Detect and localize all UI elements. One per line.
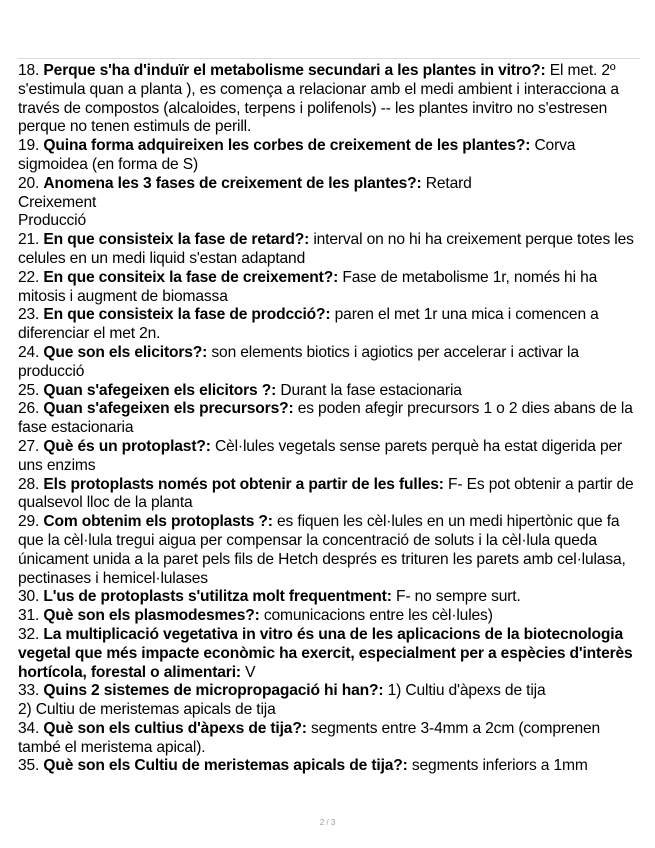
question-text: Què son els cultius d'àpexs de tija?:: [43, 719, 307, 737]
answer-text: es poden afegir precursors 1 o 2 dies abans de la fase estacionaria: [18, 400, 633, 437]
item-number: 24.: [18, 343, 40, 361]
answer-text: 1) Cultiu d'àpexs de tija: [387, 682, 546, 700]
question-text: Els protoplasts només pot obtenir a partir de les fulles:: [43, 475, 444, 493]
answer-text: Fase de metabolisme 1r, només hi ha mitosis i augment de biomassa: [18, 268, 598, 305]
qa-item: [18, 626, 640, 682]
answer-text: F- Es pot obtenir a partir de qualsevol lloc de la planta: [18, 475, 634, 512]
item-number: 27.: [18, 437, 40, 455]
answer-text: V: [245, 663, 256, 681]
question-text: Quins 2 sistemes de micropropagació hi han?:: [43, 682, 384, 700]
answer-continuation: Producció: [18, 212, 86, 230]
answer-text: es fiquen les cèl·lules en un medi hipertònic que fa que la cèl·lula tregui aigua per compensar la concentració de soluts i la cèl·lula queda únicament unida a la paret pels fils de Hetch després es trituren les parets amb cel·lulasa, pectinases i hemicel·lulases: [18, 513, 626, 587]
item-number: 31.: [18, 607, 40, 625]
page-number: 2 / 3: [319, 818, 336, 827]
qa-item: [18, 720, 640, 758]
qa-item: [18, 306, 640, 344]
qa-item: [18, 137, 640, 175]
answer-text: El met. 2º s'estimula quan a planta ), es comença a relacionar amb el medi ambient i interacciona a través de compostos (alcaloides, terpens i polifenols) -- les plantes invitro no s'estresen perque no tenen estimuls de perill.: [18, 62, 619, 136]
answer-continuation: 2) Cultiu de meristemas apicals de tija: [18, 701, 276, 719]
item-number: 29.: [18, 513, 40, 531]
item-number: 22.: [18, 268, 40, 286]
question-text: En que consiteix la fase de creixement?:: [43, 268, 339, 286]
question-text: Quan s'afegeixen els elicitors ?:: [43, 381, 277, 399]
question-text: En que consisteix la fase de prodcció?:: [43, 306, 331, 324]
question-text: Que son els elicitors?:: [43, 343, 208, 361]
item-number: 21.: [18, 231, 40, 249]
answer-text: comunicacions entre les cèl·lules): [263, 607, 493, 625]
qa-item: [18, 175, 640, 231]
item-number: 30.: [18, 588, 40, 606]
question-text: Què és un protoplast?:: [43, 437, 211, 455]
qa-item: [18, 757, 640, 776]
item-number: 19.: [18, 137, 40, 155]
question-text: Anomena les 3 fases de creixement de les plantes?:: [43, 174, 422, 192]
answer-text: segments entre 3-4mm a 2cm (comprenen també el meristema apical).: [18, 719, 601, 756]
qa-item: [18, 588, 640, 607]
answer-text: Corva sigmoidea (en forma de S): [18, 137, 576, 173]
qa-item: [18, 269, 640, 307]
question-text: Com obtenim els protoplasts ?:: [43, 513, 273, 531]
question-text: Quina forma adquireixen les corbes de creixement de les plantes?:: [43, 137, 531, 155]
qa-item: [18, 476, 640, 514]
qa-item: [18, 438, 640, 476]
question-text: Què son els Cultiu de meristemas apicals de tija?:: [43, 757, 408, 775]
answer-text: interval on no hi ha creixement perque totes les celules en un medi liquid s'estan adaptand: [18, 231, 634, 267]
question-text: La multiplicació vegetativa in vitro és una de les aplicacions de la biotecnologia vegetal que més impacte econòmic ha exercit, especialment per a espècies d'interès hortícola, forestal o alimentari:: [18, 625, 633, 681]
answer-text: Cèl·lules vegetals sense parets perquè ha estat digerida per uns enzims: [18, 437, 623, 474]
qa-list: [18, 62, 640, 776]
item-number: 18.: [18, 62, 40, 79]
qa-item: [18, 344, 640, 382]
answer-text: Retard: [425, 174, 472, 192]
item-number: 23.: [18, 306, 40, 324]
question-text: L'us de protoplasts s'utilitza molt frequentment:: [43, 588, 392, 606]
item-number: 33.: [18, 682, 40, 700]
answer-continuation: Creixement: [18, 193, 97, 211]
qa-item: [18, 62, 640, 137]
item-number: 25.: [18, 381, 40, 399]
item-number: 34.: [18, 719, 40, 737]
question-text: Perque s'ha d'induïr el metabolisme secundari a les plantes in vitro?:: [43, 62, 546, 79]
question-text: En que consisteix la fase de retard?:: [43, 231, 310, 249]
qa-item: [18, 400, 640, 438]
question-text: Què son els plasmodesmes?:: [43, 607, 260, 625]
item-number: 32.: [18, 625, 40, 643]
item-number: 35.: [18, 757, 40, 775]
qa-item: [18, 231, 640, 269]
question-text: Quan s'afegeixen els precursors?:: [43, 400, 294, 418]
item-number: 28.: [18, 475, 40, 493]
item-number: 26.: [18, 400, 40, 418]
qa-item: [18, 682, 640, 720]
answer-text: Durant la fase estacionaria: [280, 381, 462, 399]
qa-item: [18, 382, 640, 401]
item-number: 20.: [18, 174, 40, 192]
qa-item: [18, 607, 640, 626]
top-divider: [18, 58, 640, 59]
answer-text: son elements biotics i agiotics per accelerar i activar la producció: [18, 343, 579, 380]
qa-item: [18, 513, 640, 588]
answer-text: paren el met 1r una mica i comencen a diferenciar el met 2n.: [18, 306, 599, 343]
answer-text: F- no sempre surt.: [395, 588, 521, 606]
answer-text: segments inferiors a 1mm: [411, 757, 588, 775]
